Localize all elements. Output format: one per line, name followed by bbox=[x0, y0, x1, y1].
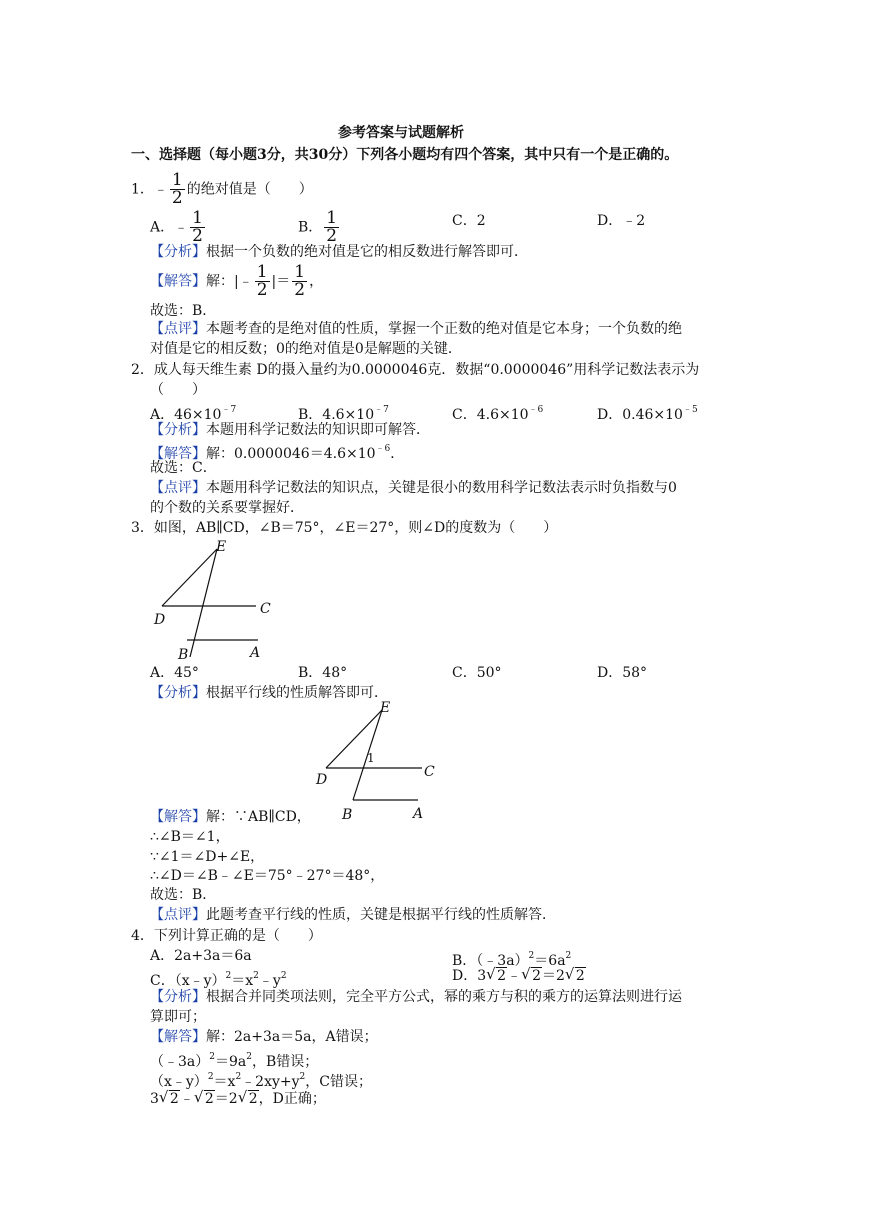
point-label: C bbox=[424, 764, 435, 780]
q4-option-d: D．3 √ 2﹣ √ 2＝2 √ 2 bbox=[452, 965, 585, 984]
q1-comment-cont: 对值是它的相反数；0的绝对值是0是解题的关键． bbox=[150, 341, 462, 357]
q3-figure bbox=[150, 535, 280, 665]
q1-answer: 【解答】解：|﹣ $\frac{1}{2}$ |＝ $\frac{1}{2}$ ， bbox=[150, 262, 324, 300]
q2-analysis: 【分析】本题用科学记数法的知识即可解答． bbox=[150, 422, 430, 438]
q2-answer: 【解答】解：$0.0000046=4.6\times 10^{﹣6}$． bbox=[150, 444, 405, 462]
q2-stem-cont: （ ） bbox=[150, 382, 206, 398]
q1-option-c: C．2 bbox=[452, 213, 486, 229]
q2-comment-cont: 的个数的关系要掌握好． bbox=[150, 500, 304, 516]
q4-step: 3 √ 2﹣ √ 2＝2 √ 2，D正确； bbox=[150, 1088, 326, 1107]
q3-option-a: A．45° bbox=[150, 665, 199, 681]
q4-analysis: 【分析】根据合并同类项法则，完全平方公式，幂的乘方与积的乘方的运算法则进行运 bbox=[150, 989, 682, 1005]
q1-option-a: A．﹣ $\frac{1}{2}$ bbox=[150, 208, 203, 246]
q3-option-d: D．58° bbox=[597, 665, 648, 681]
q4-option-b: B．$(﹣3a)^2=6a^2$ bbox=[452, 951, 572, 969]
q2-stem: 2．成人每天维生素 D的摄入量约为0.0000046克．数据“0.0000046”用科学记数法表示为 bbox=[131, 362, 700, 378]
q4-stem: 4．下列计算正确的是（ ） bbox=[131, 928, 322, 944]
q3-solution-figure bbox=[310, 698, 445, 826]
q2-option-c: C．$4.6\times 10^{﹣6}$ bbox=[452, 405, 544, 423]
q4-option-c: C．$(x﹣y)^2=x^2﹣y^2$ bbox=[150, 971, 287, 989]
page-title: 参考答案与试题解析 bbox=[338, 125, 464, 141]
point-label: C bbox=[260, 601, 271, 617]
fraction: $\frac{1}{2}$ bbox=[256, 262, 268, 300]
q3-step: ∵∠1＝∠D+∠E， bbox=[150, 849, 265, 865]
point-label: B bbox=[178, 647, 189, 663]
q2-option-a: A．$46\times 10^{﹣7}$ bbox=[150, 405, 237, 423]
q4-answer: 【解答】解：2a+3a＝5a，A错误； bbox=[150, 1029, 378, 1045]
point-label: A bbox=[250, 645, 261, 661]
q3-step: ∴∠B＝∠1， bbox=[150, 829, 230, 845]
radical: √ 2 bbox=[158, 1088, 179, 1107]
radical: √ 2 bbox=[193, 1088, 214, 1107]
section-heading: 一、选择题（每小题3分，共30分）下列各小题均有四个答案，其中只有一个是正确的。 bbox=[131, 147, 679, 163]
q4-step: $(x﹣y)^2=x^2﹣2xy+y^2$，C错误； bbox=[150, 1072, 372, 1090]
radical: √ 2 bbox=[521, 965, 541, 984]
q2-option-d: D．$0.46\times 10^{﹣5}$ bbox=[597, 405, 698, 423]
fraction: $\frac{1}{2}$ bbox=[294, 262, 306, 300]
q3-option-c: C．50° bbox=[452, 665, 502, 681]
q1-option-d: D．﹣2 bbox=[597, 213, 646, 229]
point-label: E bbox=[380, 700, 391, 716]
q2-comment: 【点评】本题用科学记数法的知识点，关键是很小的数用科学记数法表示时负指数与0 bbox=[150, 480, 677, 496]
point-label: D bbox=[316, 772, 328, 788]
q3-comment: 【点评】此题考查平行线的性质，关键是根据平行线的性质解答． bbox=[150, 907, 556, 923]
point-label: E bbox=[216, 539, 227, 555]
point-label: D bbox=[154, 612, 166, 628]
radical: √ 2 bbox=[564, 965, 585, 984]
q4-option-a: A．2a+3a＝6a bbox=[150, 948, 252, 964]
q1-option-b: B． $\frac{1}{2}$ bbox=[298, 208, 338, 246]
q1-stem: 1．﹣ $\frac{1}{2}$ 的绝对值是（ ） bbox=[131, 170, 313, 208]
q1-analysis: 【分析】根据一个负数的绝对值是它的相反数进行解答即可． bbox=[150, 244, 528, 260]
point-label: A bbox=[413, 806, 424, 822]
q3-answer: 【解答】解：∵AB∥CD， bbox=[150, 809, 311, 825]
q3-step: ∴∠D＝∠B﹣∠E＝75°﹣27°＝48°， bbox=[150, 868, 385, 884]
q3-stem: 3．如图，AB∥CD，∠B＝75°，∠E＝27°，则∠D的度数为（ ） bbox=[131, 520, 558, 536]
q1-choice: 故选：B． bbox=[150, 303, 217, 319]
angle-label: 1 bbox=[367, 751, 375, 765]
fraction: $\frac{1}{2}$ bbox=[171, 170, 183, 208]
q1-comment: 【点评】本题考查的是绝对值的性质，掌握一个正数的绝对值是它本身；一个负数的绝 bbox=[150, 321, 682, 337]
q3-option-b: B．48° bbox=[298, 665, 348, 681]
fraction: $\frac{1}{2}$ bbox=[326, 208, 338, 246]
radical: √ 2 bbox=[486, 965, 507, 984]
q2-option-b: B．$4.6\times 10^{﹣7}$ bbox=[298, 405, 389, 423]
q3-choice: 故选：B． bbox=[150, 887, 217, 903]
point-label: B bbox=[342, 807, 353, 823]
q4-step: $(﹣3a)^2=9a^2$，B错误； bbox=[150, 1052, 319, 1070]
q4-analysis-cont: 算即可； bbox=[150, 1009, 206, 1025]
radical: √ 2 bbox=[237, 1088, 258, 1107]
q3-analysis: 【分析】根据平行线的性质解答即可． bbox=[150, 685, 388, 701]
fraction: $\frac{1}{2}$ bbox=[192, 208, 203, 246]
q2-choice: 故选：C． bbox=[150, 460, 217, 476]
